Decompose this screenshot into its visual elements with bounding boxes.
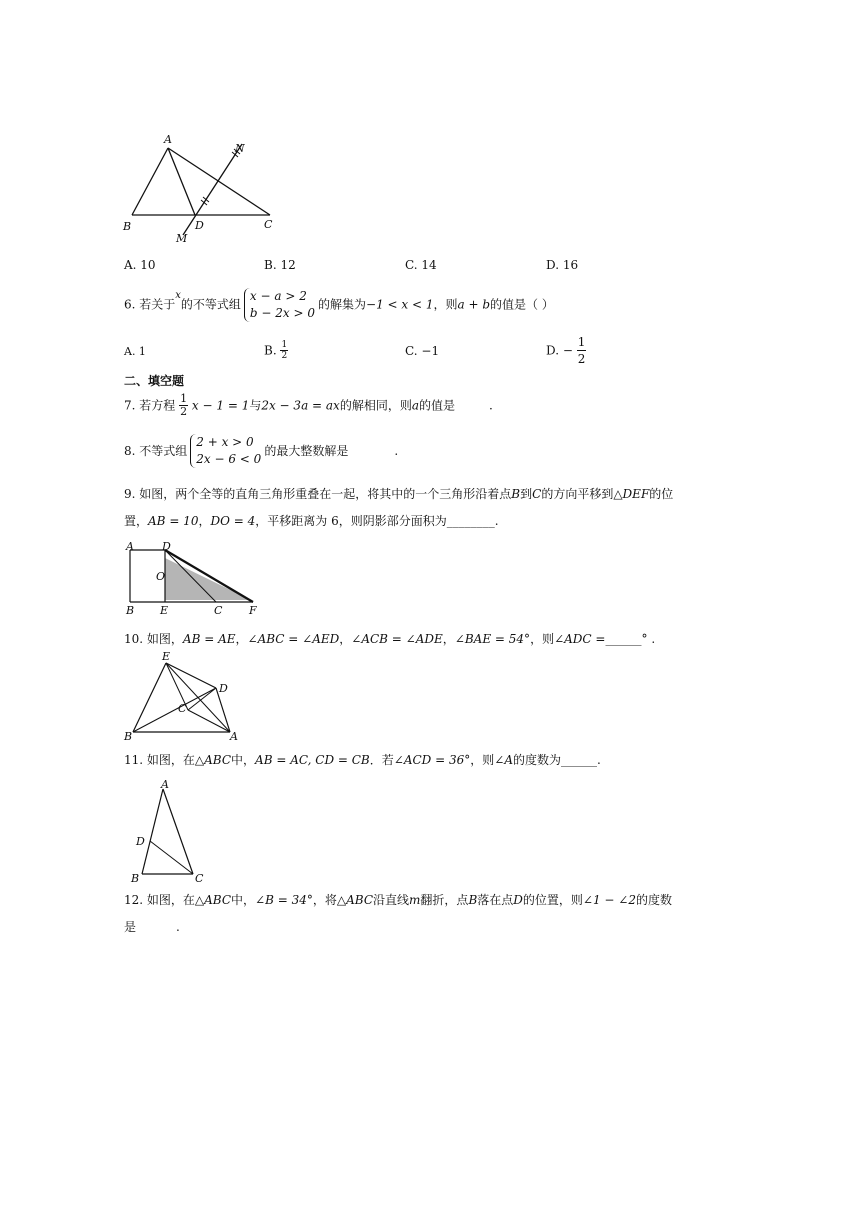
question-10: 10. 如图，AB = AE，∠ABC = ∠AED，∠ACB = ∠ADE，∠BAE = 54°，则∠ADC =______° .	[124, 632, 656, 646]
label-D: D	[136, 835, 145, 848]
question-8: 8. 不等式组 2 + x > 0 2x − 6 < 0 的最大整数解是 .	[124, 435, 399, 466]
question-7: 7. 若方程 $\frac{1}{2}$ x − 1 = 1与2x − 3a = ax的解相同，则a的值是 .	[124, 392, 493, 418]
q5-option-a: A. 10	[124, 258, 156, 272]
label-D: D	[162, 540, 171, 553]
figure-q10-triangles	[118, 648, 248, 743]
question-12-line-2: 是 .	[124, 920, 180, 934]
figure-q5-triangle	[118, 130, 273, 245]
label-A: A	[126, 540, 134, 553]
label-C: C	[214, 604, 223, 617]
label-C: C	[178, 702, 187, 715]
question-11: 11. 如图，在△ABC中，AB = AC, CD = CB．若∠ACD = 36°，则∠A的度数为______.	[124, 753, 601, 767]
label-D: D	[219, 682, 228, 695]
question-6: 6. 若关于$^x$的不等式组 x − a > 2 b − 2x > 0 的解集为−1 < x < 1，则a + b的值是（ ）	[124, 289, 554, 320]
q6-option-b: B. $\frac{1}{2}$	[264, 340, 288, 361]
q8-ineq-1: 2 + x > 0	[196, 435, 254, 449]
q8-ineq-2: 2x − 6 < 0	[196, 452, 262, 466]
label-B: B	[126, 604, 135, 617]
label-N: N	[235, 142, 245, 155]
label-B: B	[123, 220, 132, 233]
label-B: B	[131, 872, 140, 885]
label-A: A	[164, 133, 172, 146]
q6-ineq-1: x − a > 2	[249, 289, 307, 303]
label-O: O	[156, 570, 166, 583]
label-C: C	[195, 872, 204, 885]
label-M: M	[176, 232, 188, 245]
label-E: E	[162, 650, 171, 663]
section-title: 二、填空题	[124, 374, 185, 388]
q6-option-a: A. 1	[124, 345, 146, 358]
question-12-line-1: 12. 如图，在△ABC中，∠B = 34°，将△ABC沿直线m翻折，点B落在点D的位置，则∠1 − ∠2的度数	[124, 893, 672, 907]
label-E: E	[160, 604, 169, 617]
question-9-line-1: 9. 如图，两个全等的直角三角形重叠在一起，将其中的一个三角形沿着点B到C的方向平移到△DEF的位	[124, 487, 674, 501]
label-A: A	[230, 730, 238, 743]
label-F: F	[249, 604, 257, 617]
label-C: C	[264, 218, 273, 231]
q6-option-c: C. −1	[405, 344, 440, 358]
q5-option-c: C. 14	[405, 258, 437, 272]
q5-option-d: D. 16	[546, 258, 579, 272]
q6-option-d: D. − $\frac{1}{2}$	[546, 335, 586, 366]
figure-q11-isosceles-triangle	[128, 777, 218, 885]
label-D: D	[195, 219, 204, 232]
question-9-line-2: 置，AB = 10，DO = 4，平移距离为 6，则阴影部分面积为________.	[124, 514, 499, 528]
q6-ineq-2: b − 2x > 0	[249, 306, 316, 320]
label-B: B	[124, 730, 133, 743]
label-A: A	[161, 778, 169, 791]
figure-q9-translated-triangles	[118, 538, 268, 618]
q5-option-b: B. 12	[264, 258, 296, 272]
